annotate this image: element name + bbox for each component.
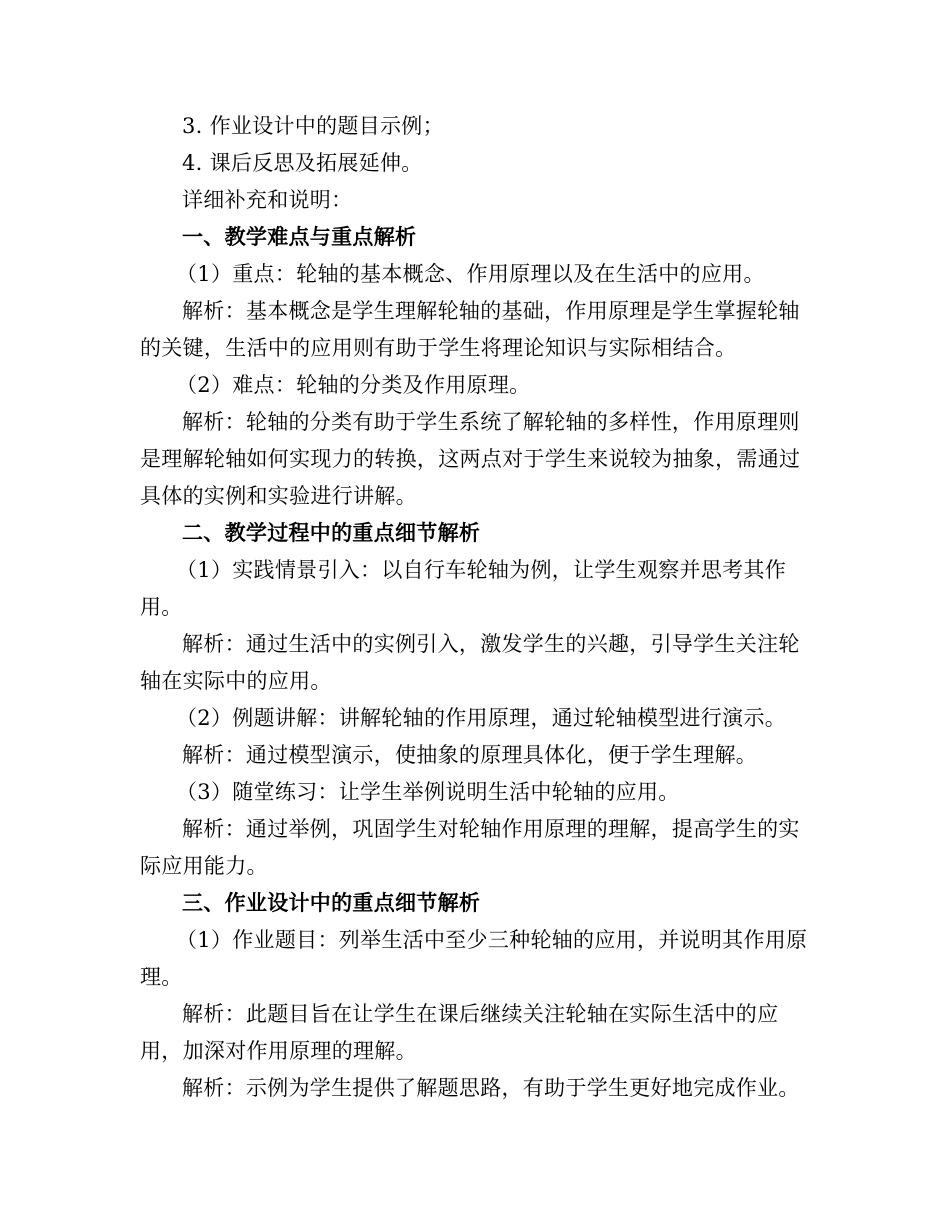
list-item-3: 3. 作业设计中的题目示例； — [182, 114, 444, 138]
process-item-1-analysis: 解析：通过生活中的实例引入，激发学生的兴趣，引导学生关注轮轴在实际中的应用。 — [140, 632, 800, 693]
section-heading-3: 三、作业设计中的重点细节解析 — [182, 891, 481, 915]
difficult-point: （2）难点：轮轴的分类及作用原理。 — [176, 373, 531, 397]
process-item-2: （2）例题讲解：讲解轮轴的作用原理，通过轮轴模型进行演示。 — [176, 706, 787, 730]
process-item-3: （3）随堂练习：让学生举例说明生活中轮轴的应用。 — [176, 780, 680, 804]
homework-item-1: （1）作业题目：列举生活中至少三种轮轴的应用，并说明其作用原理。 — [140, 928, 808, 989]
supplement-intro: 详细补充和说明： — [182, 188, 353, 212]
key-point: （1）重点：轮轴的基本概念、作用原理以及在生活中的应用。 — [176, 262, 765, 286]
homework-example-analysis: 解析：示例为学生提供了解题思路，有助于学生更好地完成作业。 — [182, 1076, 800, 1100]
homework-item-1-analysis: 解析：此题目旨在让学生在课后继续关注轮轴在实际生活中的应用，加深对作用原理的理解。 — [140, 1002, 779, 1063]
difficult-point-analysis: 解析：轮轴的分类有助于学生系统了解轮轴的多样性，作用原理则是理解轮轴如何实现力的转换，这两点对于学生来说较为抽象，需通过具体的实例和实验进行讲解。 — [140, 410, 801, 508]
process-item-1: （1）实践情景引入：以自行车轮轴为例，让学生观察并思考其作用。 — [140, 558, 787, 619]
section-heading-1: 一、教学难点与重点解析 — [182, 225, 417, 249]
process-item-2-analysis: 解析：通过模型演示，使抽象的原理具体化，便于学生理解。 — [182, 743, 758, 767]
document-body — [140, 108, 808, 1107]
key-point-analysis: 解析：基本概念是学生理解轮轴的基础，作用原理是学生掌握轮轴的关键，生活中的应用则有助于学生将理论知识与实际相结合。 — [140, 299, 800, 360]
process-item-3-analysis: 解析：通过举例，巩固学生对轮轴作用原理的理解，提高学生的实际应用能力。 — [140, 817, 800, 878]
list-item-4: 4. 课后反思及拓展延伸。 — [182, 151, 423, 175]
section-heading-2: 二、教学过程中的重点细节解析 — [182, 521, 481, 545]
